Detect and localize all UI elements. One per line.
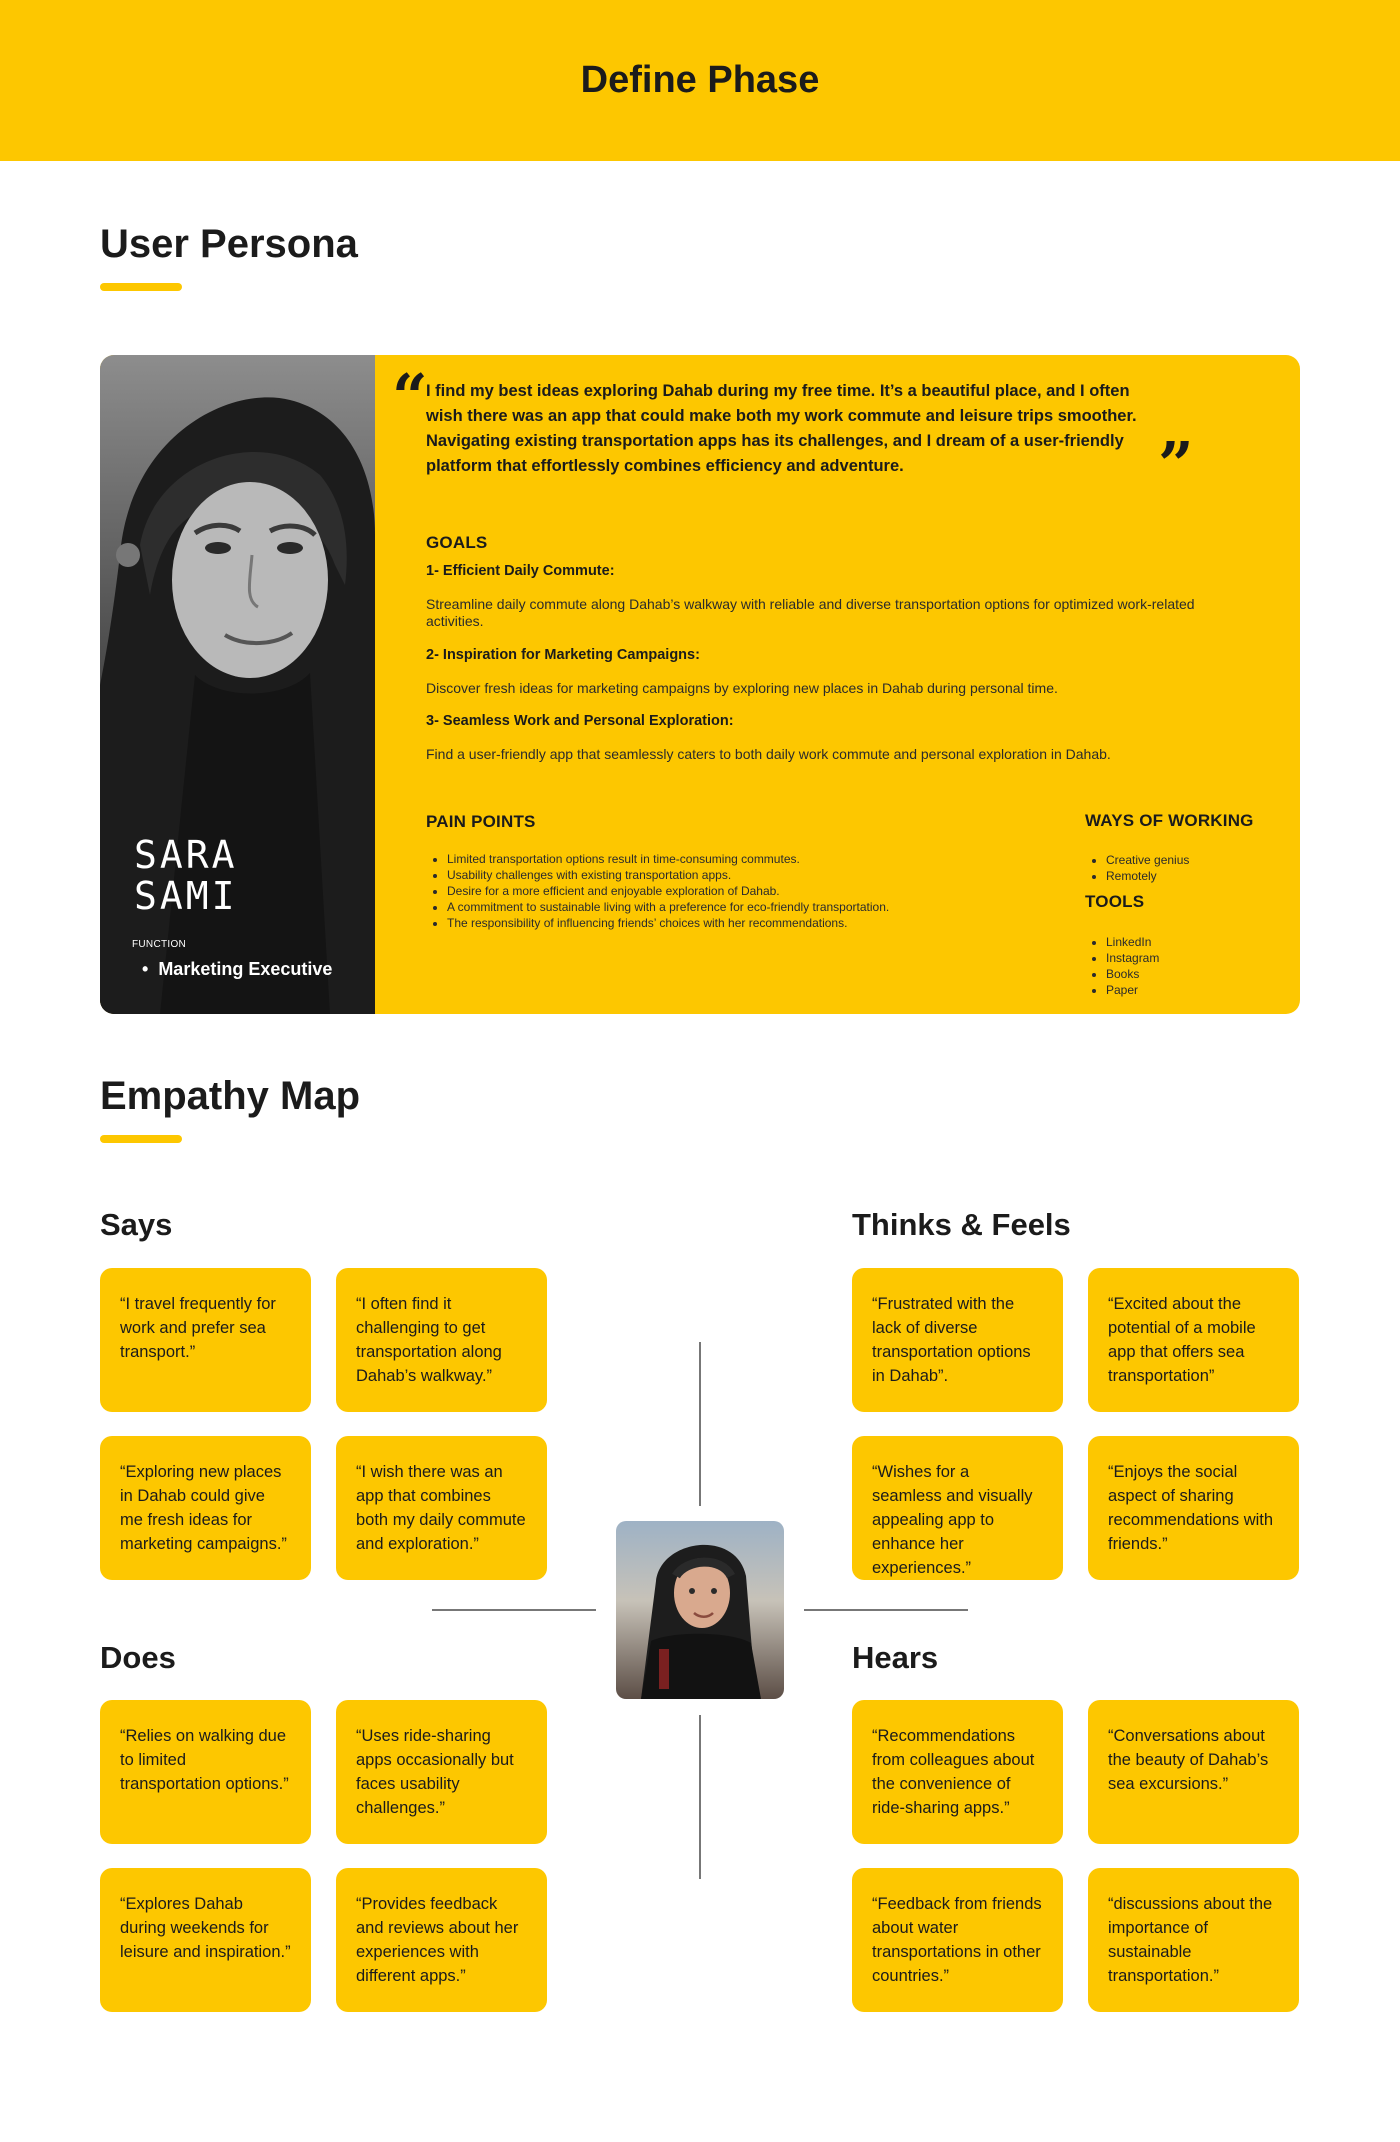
hears-card: “Feedback from friends about water transportations in other countries.” xyxy=(852,1868,1063,2012)
does-card: “Uses ride-sharing apps occasionally but faces usability challenges.” xyxy=(336,1700,547,1844)
pain-points-heading: PAIN POINTS xyxy=(426,812,536,831)
header-bar xyxy=(0,0,1400,161)
hears-card: “Recommendations from colleagues about the convenience of ride-sharing apps.” xyxy=(852,1700,1063,1844)
ways-of-working-heading: WAYS OF WORKING xyxy=(1085,811,1254,830)
section-underline xyxy=(100,283,182,291)
open-quote-icon: “ xyxy=(392,360,428,433)
thinks-card: “Frustrated with the lack of diverse transportation options in Dahab”. xyxy=(852,1268,1063,1412)
says-card: “I travel frequently for work and prefer sea transport.” xyxy=(100,1268,311,1412)
hears-card: “Conversations about the beauty of Dahab’s sea excursions.” xyxy=(1088,1700,1299,1844)
thinks-card: “Wishes for a seamless and visually appealing app to enhance her experiences.” xyxy=(852,1436,1063,1580)
section-underline xyxy=(100,1135,182,1143)
goal-title: 1- Efficient Daily Commute: xyxy=(426,563,615,579)
divider-line xyxy=(699,1342,701,1506)
goal-desc: Discover fresh ideas for marketing campaigns by exploring new places in Dahab during personal time. xyxy=(426,680,1058,696)
says-card: “Exploring new places in Dahab could give me fresh ideas for marketing campaigns.” xyxy=(100,1436,311,1580)
list-item: • Instagram xyxy=(1106,950,1300,966)
does-card: “Provides feedback and reviews about her experiences with different apps.” xyxy=(336,1868,547,2012)
list-item: • Creative genius xyxy=(1106,852,1300,868)
ways-of-working-list xyxy=(1085,852,1300,884)
persona-last-name: SAMI xyxy=(134,874,238,918)
function-value xyxy=(142,959,332,980)
thinks-card: “Excited about the potential of a mobile app that offers sea transportation” xyxy=(1088,1268,1299,1412)
persona-section-title: User Persona xyxy=(100,222,358,266)
empathy-section-title: Empathy Map xyxy=(100,1074,361,1118)
does-card: “Explores Dahab during weekends for leisure and inspiration.” xyxy=(100,1868,311,2012)
persona-avatar xyxy=(616,1521,784,1699)
pain-points-list xyxy=(426,851,1047,931)
goal-desc: Streamline daily commute along Dahab’s walkway with reliable and diverse transportation options for optimized work-related activities. xyxy=(426,596,1195,629)
list-item: • Books xyxy=(1106,966,1300,982)
persona-quote: I find my best ideas exploring Dahab during my free time. It’s a beautiful place, and I often wish there was an app that could make both my work commute and leisure trips smoother. Navigating existing transportation apps has its challenges, and I dream of a user-friendly platform that effortlessly combines efficiency and adventure. xyxy=(426,382,1137,475)
function-value-text: Marketing Executive xyxy=(158,959,333,979)
list-item: • Remotely xyxy=(1106,868,1300,884)
divider-line xyxy=(804,1609,968,1611)
goal-title: 3- Seamless Work and Personal Exploration: xyxy=(426,713,734,729)
divider-line xyxy=(699,1715,701,1879)
says-card: “I often find it challenging to get transportation along Dahab’s walkway.” xyxy=(336,1268,547,1412)
does-title: Does xyxy=(100,1640,176,1675)
says-title: Says xyxy=(100,1207,173,1242)
goal-title: 2- Inspiration for Marketing Campaigns: xyxy=(426,647,700,663)
tools-heading: TOOLS xyxy=(1085,892,1145,911)
divider-line xyxy=(432,1609,596,1611)
persona-first-name: SARA xyxy=(134,833,238,877)
persona-name xyxy=(134,835,238,917)
list-item: • LinkedIn xyxy=(1106,934,1300,950)
hears-card: “discussions about the importance of sustainable transportation.” xyxy=(1088,1868,1299,2012)
list-item: • Usability challenges with existing transportation apps. xyxy=(447,867,1047,883)
list-item: • Desire for a more efficient and enjoyable exploration of Dahab. xyxy=(447,883,1047,899)
thinks-card: “Enjoys the social aspect of sharing recommendations with friends.” xyxy=(1088,1436,1299,1580)
goal-desc: Find a user-friendly app that seamlessly caters to both daily work commute and personal exploration in Dahab. xyxy=(426,746,1111,762)
thinks-feels-title: Thinks & Feels xyxy=(852,1207,1071,1242)
does-card: “Relies on walking due to limited transportation options.” xyxy=(100,1700,311,1844)
page-title: Define Phase xyxy=(580,59,820,101)
persona-photo xyxy=(100,355,375,1014)
list-item: • A commitment to sustainable living with a preference for eco-friendly transportation. xyxy=(447,899,1047,915)
list-item: • Limited transportation options result in time-consuming commutes. xyxy=(447,851,1047,867)
close-quote-icon: ” xyxy=(1158,428,1194,501)
goals-heading: GOALS xyxy=(426,533,488,552)
function-label: FUNCTION xyxy=(132,939,187,950)
tools-list xyxy=(1085,934,1300,998)
persona-card xyxy=(100,355,1300,1014)
says-card: “I wish there was an app that combines both my daily commute and exploration.” xyxy=(336,1436,547,1580)
hears-title: Hears xyxy=(852,1640,939,1675)
list-item: • Paper xyxy=(1106,982,1300,998)
list-item: • The responsibility of influencing friends’ choices with her recommendations. xyxy=(447,915,1047,931)
